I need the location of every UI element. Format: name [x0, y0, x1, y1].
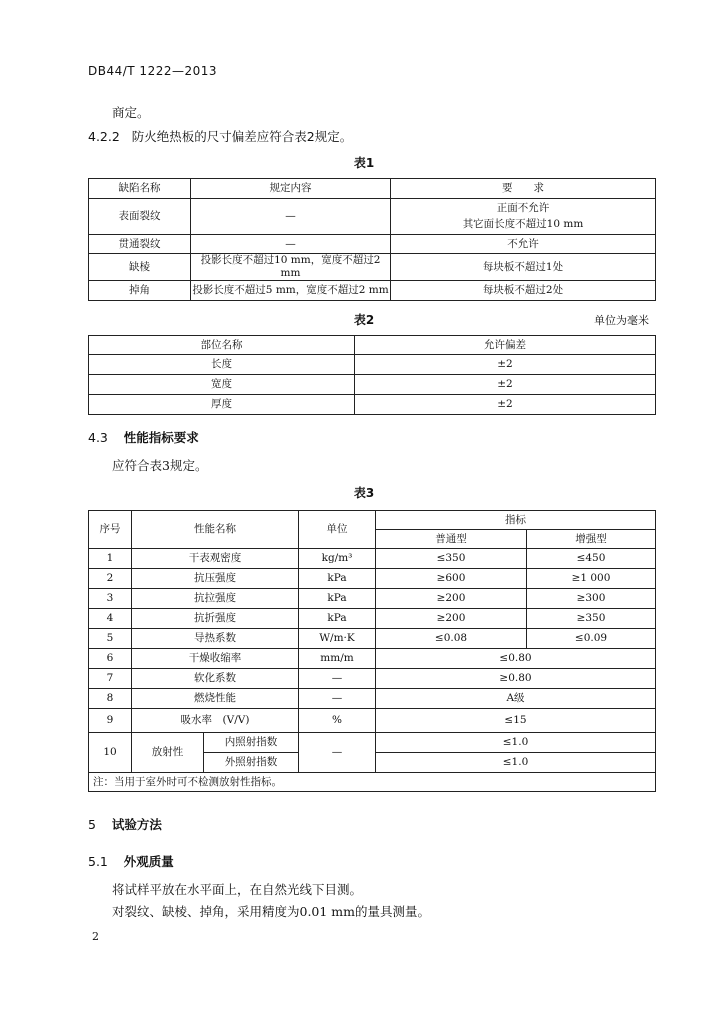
table1-cell: 贯通裂纹 — [89, 235, 191, 254]
table2-cell: ±2 — [355, 395, 656, 415]
section-title: 外观质量 — [123, 854, 174, 869]
table3 — [88, 510, 656, 792]
table3-cell: ≥0.80 — [376, 669, 656, 689]
table3-cell: 导热系数 — [132, 629, 299, 649]
table3-cell: 抗压强度 — [132, 569, 299, 589]
table3-cell: 2 — [89, 569, 132, 589]
section-4-2-2 — [88, 127, 352, 145]
table2-header-value: 允许偏差 — [355, 336, 656, 355]
table-row — [89, 569, 656, 589]
section-5 — [88, 815, 162, 833]
table2 — [88, 335, 656, 415]
table3-cell: ≥350 — [527, 609, 656, 629]
table-row — [89, 254, 656, 281]
table-row — [89, 773, 656, 792]
table2-caption: 表2 — [353, 313, 375, 327]
table3-cell: 抗折强度 — [132, 609, 299, 629]
table1-caption: 表1 — [353, 156, 375, 170]
table3-cell: 干燥收缩率 — [132, 649, 299, 669]
table3-cell: 内照射指数 — [204, 733, 299, 753]
table3-cell: 10 — [89, 733, 132, 773]
table3-cell: 3 — [89, 589, 132, 609]
table3-cell: A级 — [376, 689, 656, 709]
table3-header-normal: 普通型 — [376, 530, 527, 549]
table1-cell: — — [191, 235, 391, 254]
table3-cell: ≤1.0 — [376, 753, 656, 773]
section-number: 5 — [88, 817, 96, 832]
table3-cell: 软化系数 — [132, 669, 299, 689]
document-code: DB44/T 1222—2013 — [88, 64, 218, 78]
table3-cell: 干表观密度 — [132, 549, 299, 569]
table-row — [89, 549, 656, 569]
table3-cell: kPa — [299, 569, 376, 589]
table3-cell: ≥200 — [376, 609, 527, 629]
table-row — [89, 709, 656, 733]
table2-cell: ±2 — [355, 375, 656, 395]
table3-header-no: 序号 — [89, 511, 132, 549]
table1-cell: 缺棱 — [89, 254, 191, 281]
table2-header-name: 部位名称 — [89, 336, 355, 355]
table3-cell: ≤15 — [376, 709, 656, 733]
section-number: 4.3 — [88, 430, 108, 445]
table3-header-unit: 单位 — [299, 511, 376, 549]
table1-cell: 投影长度不超过10 mm，宽度不超过2 mm — [191, 254, 391, 281]
table2-cell: 长度 — [89, 355, 355, 375]
table3-cell: — — [299, 689, 376, 709]
table3-cell: 4 — [89, 609, 132, 629]
table-row — [89, 281, 656, 301]
table2-unit: 单位为毫米 — [594, 314, 649, 327]
table3-cell: — — [299, 669, 376, 689]
table3-header-enhanced: 增强型 — [527, 530, 656, 549]
table2-cell: ±2 — [355, 355, 656, 375]
table3-cell: 抗拉强度 — [132, 589, 299, 609]
section-5-1 — [88, 852, 174, 870]
table3-cell: ≤0.80 — [376, 649, 656, 669]
table-row — [89, 733, 656, 753]
table-row — [89, 395, 656, 415]
table3-cell: 8 — [89, 689, 132, 709]
table3-cell: 吸水率 (V/V) — [132, 709, 299, 733]
page-number: 2 — [92, 930, 99, 943]
table-row — [89, 629, 656, 649]
table3-cell: 1 — [89, 549, 132, 569]
table3-cell: ≥200 — [376, 589, 527, 609]
section-title: 性能指标要求 — [123, 430, 199, 445]
table3-cell: 燃烧性能 — [132, 689, 299, 709]
table3-cell: mm/m — [299, 649, 376, 669]
table1-header-content: 规定内容 — [191, 179, 391, 199]
table3-cell: kg/m³ — [299, 549, 376, 569]
table2-cell: 厚度 — [89, 395, 355, 415]
table1-req-line: 其它面长度不超过10 mm — [462, 218, 584, 230]
table1-cell: — — [191, 199, 391, 235]
table3-cell: 5 — [89, 629, 132, 649]
table3-header-index: 指标 — [376, 511, 656, 530]
table1-cell: 不允许 — [391, 235, 656, 254]
table3-cell: — — [299, 733, 376, 773]
table3-cell: ≤0.09 — [527, 629, 656, 649]
table-row — [89, 609, 656, 629]
table1-cell: 每块板不超过1处 — [391, 254, 656, 281]
section-text: 防火绝热板的尺寸偏差应符合表2规定。 — [131, 129, 353, 144]
table-row — [89, 589, 656, 609]
table1-cell: 投影长度不超过5 mm，宽度不超过2 mm — [191, 281, 391, 301]
table1 — [88, 178, 656, 301]
table3-cell: 9 — [89, 709, 132, 733]
table-row — [89, 375, 656, 395]
table1-cell: 表面裂纹 — [89, 199, 191, 235]
table-row — [89, 649, 656, 669]
paragraph-5-1b: 对裂纹、缺棱、掉角，采用精度为0.01 mm的量具测量。 — [112, 904, 431, 919]
table3-cell: 外照射指数 — [204, 753, 299, 773]
table3-cell: kPa — [299, 609, 376, 629]
table3-cell: ≥1 000 — [527, 569, 656, 589]
table2-cell: 宽度 — [89, 375, 355, 395]
table-row — [89, 689, 656, 709]
table3-cell: ≤0.08 — [376, 629, 527, 649]
table3-cell: ≤350 — [376, 549, 527, 569]
table3-caption: 表3 — [353, 486, 375, 500]
table3-cell: W/m·K — [299, 629, 376, 649]
table3-note: 注：当用于室外时可不检测放射性指标。 — [89, 773, 656, 792]
table-row — [89, 235, 656, 254]
section-number: 5.1 — [88, 854, 108, 869]
table3-cell: ≥300 — [527, 589, 656, 609]
table-row — [89, 355, 656, 375]
table3-cell: kPa — [299, 589, 376, 609]
table3-header-name: 性能名称 — [132, 511, 299, 549]
section-number: 4.2.2 — [88, 129, 120, 144]
table1-cell: 掉角 — [89, 281, 191, 301]
table3-cell: 6 — [89, 649, 132, 669]
table3-cell: 放射性 — [132, 733, 204, 773]
table1-cell: 每块板不超过2处 — [391, 281, 656, 301]
table1-cell — [391, 199, 656, 235]
paragraph-5-1a: 将试样平放在水平面上，在自然光线下目测。 — [112, 882, 363, 897]
table1-req-line: 正面不允许 — [496, 202, 550, 214]
table3-cell: ≤450 — [527, 549, 656, 569]
table-row — [89, 199, 656, 235]
table3-cell: % — [299, 709, 376, 733]
paragraph-top: 商定。 — [112, 105, 150, 120]
table-row — [89, 669, 656, 689]
table3-cell: ≥600 — [376, 569, 527, 589]
table1-header-req: 要 求 — [391, 179, 656, 199]
section-title: 试验方法 — [111, 817, 162, 832]
table1-header-name: 缺陷名称 — [89, 179, 191, 199]
table3-cell: ≤1.0 — [376, 733, 656, 753]
table3-cell: 7 — [89, 669, 132, 689]
paragraph-4-3: 应符合表3规定。 — [112, 458, 208, 473]
section-4-3 — [88, 428, 199, 446]
